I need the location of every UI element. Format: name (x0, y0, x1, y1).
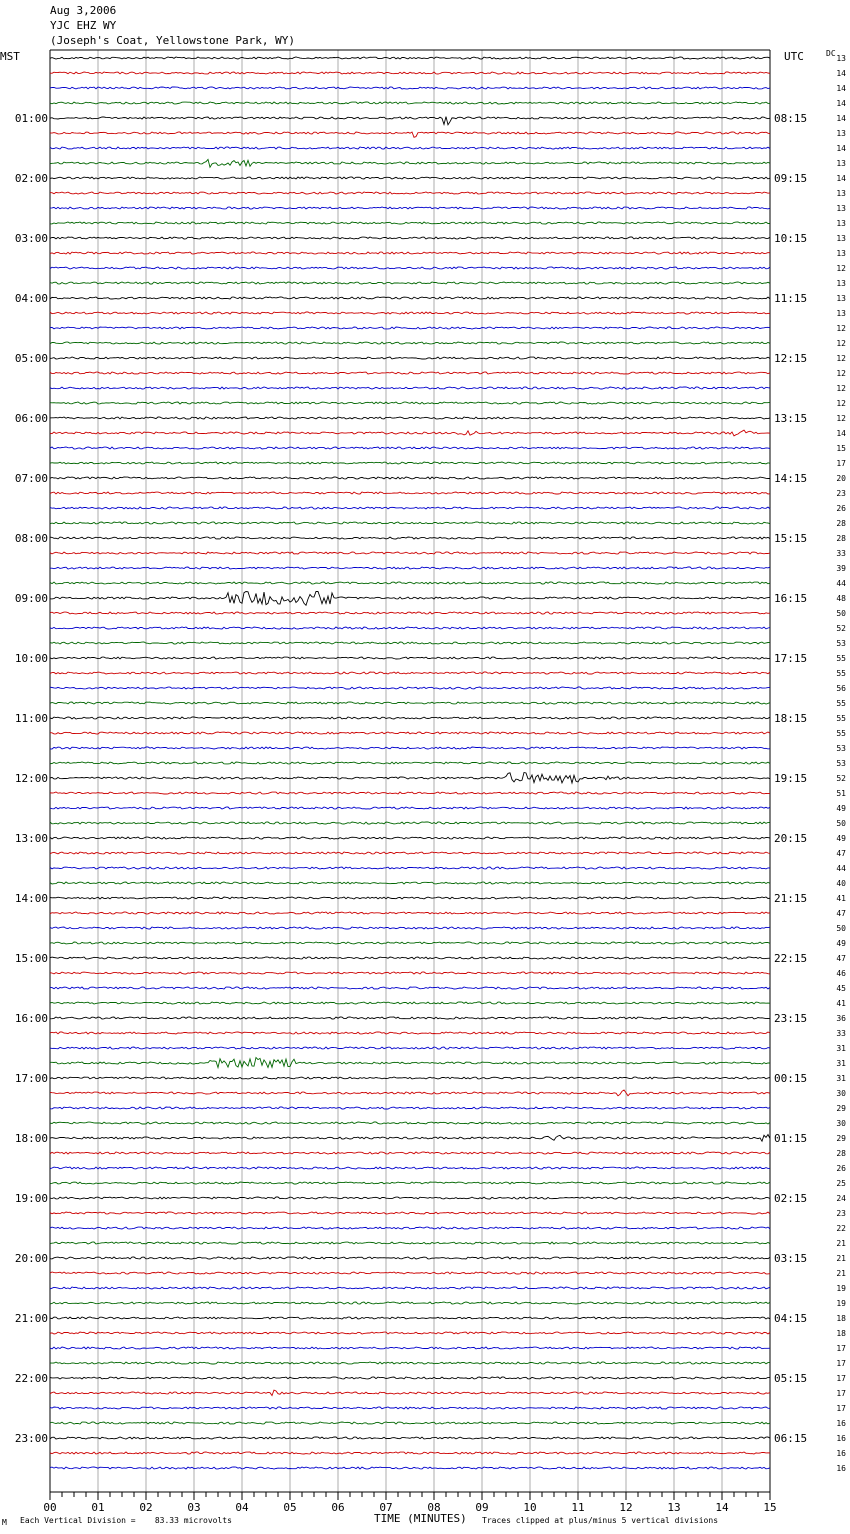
dc-offset-value: 13 (836, 219, 846, 228)
dc-offset-value: 30 (836, 1089, 846, 1098)
seismic-trace-26 (50, 447, 770, 449)
right-hour-label: 09:15 (774, 172, 808, 185)
dc-offset-value: 13 (836, 129, 846, 138)
corner-mark: M (2, 1518, 7, 1527)
dc-offset-value: 17 (836, 1374, 846, 1383)
seismic-trace-79 (50, 1242, 770, 1244)
dc-offset-value: 16 (836, 1419, 846, 1428)
dc-offset-value: 12 (836, 264, 846, 273)
seismic-trace-34 (50, 567, 770, 569)
dc-offset-value: 36 (836, 1014, 846, 1023)
dc-offset-value: 55 (836, 699, 846, 708)
right-hour-label: 11:15 (774, 292, 808, 305)
x-tick-label: 10 (523, 1501, 537, 1514)
dc-offset-value: 21 (836, 1254, 846, 1263)
x-tick-label: 06 (331, 1501, 345, 1514)
dc-offset-value: 31 (836, 1059, 846, 1068)
right-hour-label: 10:15 (774, 232, 808, 245)
dc-offset-value: 13 (836, 159, 846, 168)
dc-offset-value: 19 (836, 1299, 846, 1308)
dc-offset-value: 17 (836, 1389, 846, 1398)
seismic-trace-36 (50, 592, 770, 606)
clip-note: Traces clipped at plus/minus 5 vertical divisions (482, 1516, 719, 1525)
dc-offset-value: 16 (836, 1464, 846, 1473)
seismic-trace-17 (50, 312, 770, 314)
right-hour-label: 14:15 (774, 472, 808, 485)
dc-offset-value: 31 (836, 1044, 846, 1053)
left-hour-label: 17:00 (14, 1072, 48, 1085)
right-hour-label: 02:15 (774, 1192, 808, 1205)
left-hour-label: 06:00 (14, 412, 48, 425)
right-hour-label: 12:15 (774, 352, 808, 365)
seismic-trace-40 (50, 657, 770, 659)
seismic-trace-50 (50, 807, 770, 809)
seismic-trace-58 (50, 927, 770, 929)
seismic-trace-63 (50, 1002, 770, 1004)
seismic-trace-16 (50, 297, 770, 299)
seismic-trace-5 (50, 132, 770, 137)
left-timezone-label: MST (0, 50, 20, 63)
dc-offset-value: 55 (836, 669, 846, 678)
dc-offset-value: 14 (836, 84, 846, 93)
x-tick-label: 14 (715, 1501, 729, 1514)
dc-offset-value: 13 (836, 279, 846, 288)
left-hour-label: 19:00 (14, 1192, 48, 1205)
seismic-trace-74 (50, 1167, 770, 1169)
seismic-trace-70 (50, 1107, 770, 1109)
seismic-trace-66 (50, 1047, 770, 1049)
dc-offset-value: 50 (836, 819, 846, 828)
dc-offset-value: 44 (836, 579, 846, 588)
dc-offset-value: 41 (836, 894, 846, 903)
dc-offset-value: 29 (836, 1134, 846, 1143)
dc-offset-value: 12 (836, 384, 846, 393)
seismic-trace-19 (50, 342, 770, 344)
dc-offset-value: 53 (836, 744, 846, 753)
seismic-trace-28 (50, 477, 770, 479)
dc-offset-value: 14 (836, 144, 846, 153)
dc-offset-value: 55 (836, 654, 846, 663)
dc-offset-value: 13 (836, 249, 846, 258)
seismic-trace-89 (50, 1390, 770, 1395)
seismic-trace-71 (50, 1122, 770, 1124)
dc-offset-value: 12 (836, 399, 846, 408)
dc-offset-value: 26 (836, 504, 846, 513)
dc-offset-value: 22 (836, 1224, 846, 1233)
dc-offset-value: 18 (836, 1329, 846, 1338)
seismic-trace-68 (50, 1077, 770, 1079)
dc-offset-value: 49 (836, 939, 846, 948)
dc-offset-value: 12 (836, 339, 846, 348)
x-tick-label: 02 (139, 1501, 153, 1514)
seismic-trace-64 (50, 1017, 770, 1019)
seismic-trace-21 (50, 372, 770, 374)
dc-offset-value: 15 (836, 444, 846, 453)
x-tick-label: 05 (283, 1501, 297, 1514)
seismic-trace-90 (50, 1407, 770, 1409)
dc-offset-value: 44 (836, 864, 846, 873)
x-tick-label: 09 (475, 1501, 489, 1514)
x-axis-title: TIME (MINUTES) (374, 1512, 467, 1525)
left-hour-label: 05:00 (14, 352, 48, 365)
left-hour-label: 12:00 (14, 772, 48, 785)
dc-offset-value: 16 (836, 1449, 846, 1458)
dc-offset-value: 49 (836, 804, 846, 813)
seismic-trace-54 (50, 867, 770, 869)
right-hour-label: 16:15 (774, 592, 808, 605)
right-hour-label: 20:15 (774, 832, 808, 845)
dc-offset-value: 55 (836, 714, 846, 723)
seismic-trace-25 (50, 430, 770, 436)
dc-offset-value: 56 (836, 684, 846, 693)
plot-date: Aug 3,2006 (50, 4, 117, 17)
right-hour-label: 05:15 (774, 1372, 808, 1385)
x-tick-label: 11 (571, 1501, 585, 1514)
dc-offset-value: 13 (836, 294, 846, 303)
dc-offset-value: 24 (836, 1194, 846, 1203)
seismic-trace-20 (50, 357, 770, 359)
seismic-trace-1 (50, 72, 770, 74)
dc-offset-value: 31 (836, 1074, 846, 1083)
seismic-trace-47 (50, 762, 770, 764)
seismic-trace-8 (50, 177, 770, 179)
seismic-trace-69 (50, 1090, 770, 1096)
dc-offset-value: 14 (836, 69, 846, 78)
seismic-trace-15 (50, 282, 770, 284)
dc-offset-value: 19 (836, 1284, 846, 1293)
dc-offset-value: 53 (836, 759, 846, 768)
dc-offset-value: 30 (836, 1119, 846, 1128)
left-hour-label: 16:00 (14, 1012, 48, 1025)
seismic-trace-0 (50, 57, 770, 59)
dc-offset-value: 52 (836, 774, 846, 783)
dc-offset-value: 28 (836, 1149, 846, 1158)
seismic-trace-72 (50, 1135, 770, 1142)
seismic-trace-83 (50, 1302, 770, 1304)
station-location: (Joseph's Coat, Yellowstone Park, WY) (50, 34, 296, 47)
left-hour-label: 07:00 (14, 472, 48, 485)
seismic-trace-44 (50, 717, 770, 719)
right-hour-label: 03:15 (774, 1252, 808, 1265)
seismic-trace-75 (50, 1182, 770, 1184)
dc-offset-value: 47 (836, 954, 846, 963)
left-hour-label: 08:00 (14, 532, 48, 545)
seismic-trace-33 (50, 552, 770, 554)
dc-offset-value: 14 (836, 114, 846, 123)
x-tick-label: 04 (235, 1501, 249, 1514)
seismic-trace-30 (50, 507, 770, 509)
left-hour-label: 10:00 (14, 652, 48, 665)
seismic-trace-9 (50, 192, 770, 194)
right-hour-label: 21:15 (774, 892, 808, 905)
dc-offset-value: 13 (836, 189, 846, 198)
seismic-trace-53 (50, 852, 770, 854)
dc-offset-value: 41 (836, 999, 846, 1008)
seismic-trace-23 (50, 402, 770, 404)
seismic-trace-27 (50, 462, 770, 464)
seismic-trace-49 (50, 792, 770, 794)
seismic-trace-57 (50, 912, 770, 914)
right-hour-label: 17:15 (774, 652, 808, 665)
seismic-trace-61 (50, 972, 770, 974)
dc-offset-value: 13 (836, 204, 846, 213)
seismic-trace-24 (50, 417, 770, 419)
dc-offset-value: 29 (836, 1104, 846, 1113)
right-hour-label: 18:15 (774, 712, 808, 725)
seismic-trace-67 (50, 1058, 770, 1068)
dc-offset-header: DC (826, 49, 836, 58)
dc-offset-value: 12 (836, 324, 846, 333)
dc-offset-value: 49 (836, 834, 846, 843)
seismic-trace-85 (50, 1332, 770, 1334)
dc-offset-value: 28 (836, 519, 846, 528)
seismic-trace-73 (50, 1152, 770, 1154)
seismic-trace-10 (50, 207, 770, 209)
seismic-trace-78 (50, 1227, 770, 1229)
left-hour-label: 04:00 (14, 292, 48, 305)
station-code: YJC EHZ WY (50, 19, 117, 32)
right-hour-label: 06:15 (774, 1432, 808, 1445)
seismic-trace-80 (50, 1257, 770, 1259)
x-tick-label: 01 (91, 1501, 105, 1514)
dc-offset-value: 12 (836, 414, 846, 423)
dc-offset-value: 23 (836, 489, 846, 498)
seismic-trace-35 (50, 582, 770, 584)
dc-offset-value: 14 (836, 99, 846, 108)
dc-offset-value: 25 (836, 1179, 846, 1188)
seismic-trace-84 (50, 1317, 770, 1319)
left-hour-label: 13:00 (14, 832, 48, 845)
dc-offset-value: 13 (836, 234, 846, 243)
dc-offset-value: 13 (836, 54, 846, 63)
x-tick-label: 00 (43, 1501, 57, 1514)
seismic-trace-55 (50, 882, 770, 884)
dc-offset-value: 28 (836, 534, 846, 543)
seismic-trace-87 (50, 1362, 770, 1364)
x-tick-label: 07 (379, 1501, 393, 1514)
seismic-trace-41 (50, 672, 770, 674)
left-hour-label: 02:00 (14, 172, 48, 185)
dc-offset-value: 26 (836, 1164, 846, 1173)
seismic-trace-43 (50, 702, 770, 704)
seismic-trace-88 (50, 1377, 770, 1379)
seismic-trace-86 (50, 1347, 770, 1349)
left-hour-label: 20:00 (14, 1252, 48, 1265)
dc-offset-value: 50 (836, 609, 846, 618)
right-hour-label: 13:15 (774, 412, 808, 425)
dc-offset-value: 18 (836, 1314, 846, 1323)
right-hour-label: 23:15 (774, 1012, 808, 1025)
x-tick-label: 12 (619, 1501, 633, 1514)
scale-note: Each Vertical Division = 83.33 microvolts (20, 1516, 232, 1525)
seismic-trace-48 (50, 773, 770, 784)
left-hour-label: 09:00 (14, 592, 48, 605)
left-hour-label: 18:00 (14, 1132, 48, 1145)
seismic-trace-22 (50, 387, 770, 389)
dc-offset-value: 16 (836, 1434, 846, 1443)
seismic-trace-92 (50, 1437, 770, 1439)
dc-offset-value: 53 (836, 639, 846, 648)
dc-offset-value: 33 (836, 1029, 846, 1038)
seismic-trace-38 (50, 627, 770, 629)
seismic-trace-45 (50, 732, 770, 734)
seismic-trace-56 (50, 897, 770, 899)
dc-offset-value: 14 (836, 174, 846, 183)
right-hour-label: 04:15 (774, 1312, 808, 1325)
dc-offset-value: 48 (836, 594, 846, 603)
left-hour-label: 01:00 (14, 112, 48, 125)
left-hour-label: 23:00 (14, 1432, 48, 1445)
dc-offset-value: 33 (836, 549, 846, 558)
seismic-trace-82 (50, 1287, 770, 1289)
dc-offset-value: 21 (836, 1239, 846, 1248)
seismic-trace-60 (50, 957, 770, 959)
dc-offset-value: 13 (836, 309, 846, 318)
seismic-trace-13 (50, 252, 770, 254)
left-hour-label: 15:00 (14, 952, 48, 965)
seismic-trace-93 (50, 1452, 770, 1454)
left-hour-label: 11:00 (14, 712, 48, 725)
dc-offset-value: 47 (836, 909, 846, 918)
seismic-trace-29 (50, 492, 770, 494)
seismic-trace-42 (50, 687, 770, 689)
seismic-trace-51 (50, 822, 770, 824)
seismic-trace-52 (50, 837, 770, 839)
seismic-trace-11 (50, 222, 770, 224)
seismic-trace-7 (50, 159, 770, 167)
seismic-trace-12 (50, 237, 770, 239)
seismic-trace-14 (50, 267, 770, 269)
dc-offset-value: 17 (836, 1344, 846, 1353)
dc-offset-value: 20 (836, 474, 846, 483)
seismic-trace-31 (50, 522, 770, 524)
x-tick-label: 15 (763, 1501, 777, 1514)
seismic-trace-81 (50, 1272, 770, 1274)
dc-offset-value: 45 (836, 984, 846, 993)
right-timezone-label: UTC (784, 50, 804, 63)
dc-offset-value: 51 (836, 789, 846, 798)
seismic-trace-62 (50, 987, 770, 989)
right-hour-label: 19:15 (774, 772, 808, 785)
right-hour-label: 15:15 (774, 532, 808, 545)
right-hour-label: 22:15 (774, 952, 808, 965)
seismic-trace-65 (50, 1032, 770, 1034)
seismic-trace-77 (50, 1212, 770, 1214)
dc-offset-value: 17 (836, 1359, 846, 1368)
x-tick-label: 13 (667, 1501, 681, 1514)
seismic-trace-6 (50, 147, 770, 149)
left-hour-label: 14:00 (14, 892, 48, 905)
dc-offset-value: 23 (836, 1209, 846, 1218)
left-hour-label: 21:00 (14, 1312, 48, 1325)
seismic-trace-39 (50, 642, 770, 644)
seismic-trace-94 (50, 1467, 770, 1469)
seismic-trace-2 (50, 87, 770, 89)
seismic-trace-59 (50, 942, 770, 944)
seismic-trace-4 (50, 117, 770, 125)
dc-offset-value: 50 (836, 924, 846, 933)
dc-offset-value: 39 (836, 564, 846, 573)
dc-offset-value: 47 (836, 849, 846, 858)
seismic-trace-18 (50, 327, 770, 329)
seismic-trace-32 (50, 537, 770, 539)
dc-offset-value: 14 (836, 429, 846, 438)
x-tick-label: 03 (187, 1501, 201, 1514)
dc-offset-value: 21 (836, 1269, 846, 1278)
seismic-trace-91 (50, 1422, 770, 1424)
right-hour-label: 01:15 (774, 1132, 808, 1145)
left-hour-label: 03:00 (14, 232, 48, 245)
dc-offset-value: 12 (836, 354, 846, 363)
seismic-trace-37 (50, 612, 770, 614)
dc-offset-value: 55 (836, 729, 846, 738)
dc-offset-value: 40 (836, 879, 846, 888)
dc-offset-value: 46 (836, 969, 846, 978)
seismic-trace-76 (50, 1197, 770, 1199)
right-hour-label: 08:15 (774, 112, 808, 125)
dc-offset-value: 17 (836, 459, 846, 468)
dc-offset-value: 52 (836, 624, 846, 633)
dc-offset-value: 12 (836, 369, 846, 378)
x-tick-label: 08 (427, 1501, 441, 1514)
seismic-trace-3 (50, 102, 770, 104)
seismic-trace-46 (50, 747, 770, 749)
dc-offset-value: 17 (836, 1404, 846, 1413)
left-hour-label: 22:00 (14, 1372, 48, 1385)
right-hour-label: 00:15 (774, 1072, 808, 1085)
